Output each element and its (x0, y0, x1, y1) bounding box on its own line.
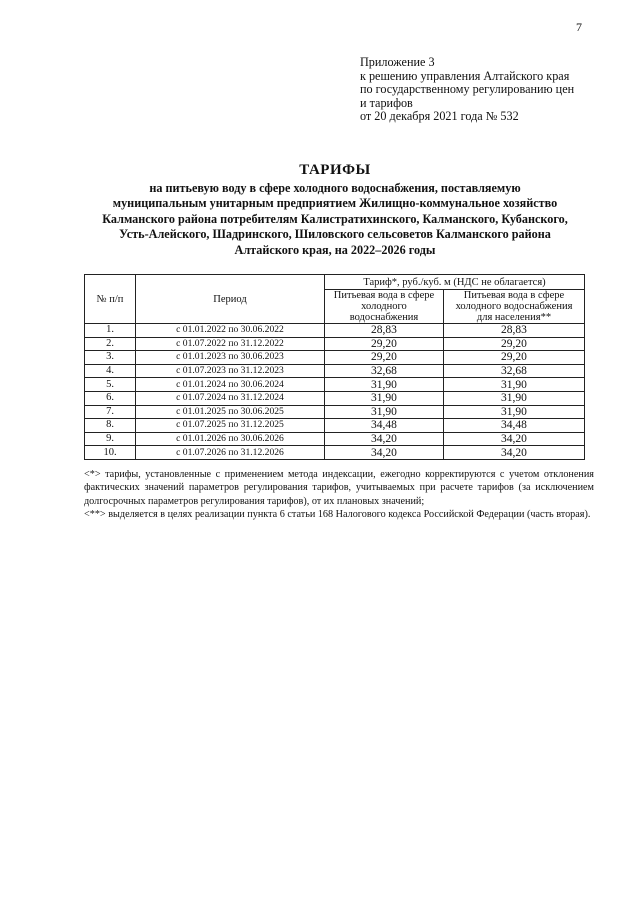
tariff-general-cell: 34,20 (325, 446, 444, 460)
appendix-line: от 20 декабря 2021 года № 532 (360, 109, 519, 123)
table-row (85, 324, 585, 338)
subtitle-line: Калманского района потребителям Калистратихинского, Калманского, Кубанского, (102, 211, 568, 226)
row-number-cell: 1. (85, 324, 136, 338)
document-title: ТАРИФЫ (299, 162, 371, 178)
appendix-reference (360, 56, 620, 124)
appendix-line: к решению управления Алтайского края (360, 68, 570, 83)
row-number-cell: 5. (85, 378, 136, 392)
tariff-general-cell: 31,90 (325, 391, 444, 405)
period-cell: с 01.01.2022 по 30.06.2022 (136, 324, 325, 338)
tariff-general-cell: 34,48 (325, 419, 444, 433)
column-header-number: № п/п (85, 275, 136, 324)
page-number: 7 (576, 20, 582, 34)
table-row (85, 391, 585, 405)
subtitle-line: на питьевую воду в сфере холодного водоснабжения, поставляемую (149, 181, 521, 195)
row-number-cell: 8. (85, 419, 136, 433)
appendix-line: и тарифов (360, 95, 413, 110)
tariff-population-cell: 31,90 (443, 405, 584, 419)
footnote-indexation: <*> тарифы, установленные с применением метода индексации, ежегодно корректируются с учетом отклонения фактических значений параметров регулирования тарифов, учитываемых при расчете тарифов (за исключением долгосрочных параметров регулирования тарифов), от их плановых значений; (84, 469, 594, 507)
period-cell: с 01.01.2025 по 30.06.2025 (136, 405, 325, 419)
table-row (85, 364, 585, 378)
row-number-cell: 2. (85, 337, 136, 351)
document-subtitle (70, 181, 600, 258)
tariff-population-cell: 34,20 (443, 432, 584, 446)
tariff-population-cell: 29,20 (443, 351, 584, 365)
appendix-line: Приложение 3 (360, 55, 435, 69)
row-number-cell: 9. (85, 432, 136, 446)
column-header-period: Период (136, 275, 325, 324)
appendix-line: по государственному регулированию цен (360, 82, 575, 96)
period-cell: с 01.01.2026 по 30.06.2026 (136, 432, 325, 446)
tariff-general-cell: 31,90 (325, 405, 444, 419)
column-header-tariff-population: Питьевая вода в сфере холодного водоснабжения для населения** (443, 290, 584, 324)
tariff-general-cell: 34,20 (325, 432, 444, 446)
tariff-population-cell: 32,68 (443, 364, 584, 378)
column-header-tariff-general: Питьевая вода в сфере холодного водоснабжения (325, 290, 444, 324)
tariff-general-cell: 32,68 (325, 364, 444, 378)
table-row (85, 432, 585, 446)
subtitle-line: муниципальным унитарным предприятием Жилищно-коммунальное хозяйство (112, 196, 558, 211)
period-cell: с 01.07.2024 по 31.12.2024 (136, 391, 325, 405)
period-cell: с 01.01.2024 по 30.06.2024 (136, 378, 325, 392)
footnotes (84, 468, 594, 522)
subtitle-line: Алтайского края, на 2022–2026 годы (234, 242, 436, 257)
tariff-population-cell: 34,20 (443, 446, 584, 460)
tariff-general-cell: 28,83 (325, 324, 444, 338)
period-cell: с 01.01.2023 по 30.06.2023 (136, 351, 325, 365)
table-row (85, 351, 585, 365)
row-number-cell: 4. (85, 364, 136, 378)
row-number-cell: 7. (85, 405, 136, 419)
tariff-population-cell: 31,90 (443, 391, 584, 405)
tariff-population-cell: 31,90 (443, 378, 584, 392)
column-header-tariff-group: Тариф*, руб./куб. м (НДС не облагается) (325, 275, 585, 290)
tariff-population-cell: 34,48 (443, 419, 584, 433)
period-cell: с 01.07.2022 по 31.12.2022 (136, 337, 325, 351)
table-row (85, 378, 585, 392)
subtitle-line: Усть-Алейского, Шадринского, Шиловского сельсоветов Калманского района (119, 227, 551, 242)
tariff-population-cell: 28,83 (443, 324, 584, 338)
tariff-population-cell: 29,20 (443, 337, 584, 351)
tariff-table (84, 274, 585, 460)
row-number-cell: 10. (85, 446, 136, 460)
period-cell: с 01.07.2025 по 31.12.2025 (136, 419, 325, 433)
footnote-population: <**> выделяется в целях реализации пункта 6 статьи 168 Налогового кодекса Российской Федерации (часть вторая). (84, 509, 591, 521)
period-cell: с 01.07.2026 по 31.12.2026 (136, 446, 325, 460)
table-row (85, 337, 585, 351)
row-number-cell: 3. (85, 351, 136, 365)
tariff-general-cell: 29,20 (325, 337, 444, 351)
table-row (85, 446, 585, 460)
tariff-general-cell: 29,20 (325, 351, 444, 365)
table-row (85, 405, 585, 419)
tariff-table-body (85, 324, 585, 460)
table-row (85, 419, 585, 433)
tariff-general-cell: 31,90 (325, 378, 444, 392)
document-heading (70, 162, 600, 258)
period-cell: с 01.07.2023 по 31.12.2023 (136, 364, 325, 378)
row-number-cell: 6. (85, 391, 136, 405)
